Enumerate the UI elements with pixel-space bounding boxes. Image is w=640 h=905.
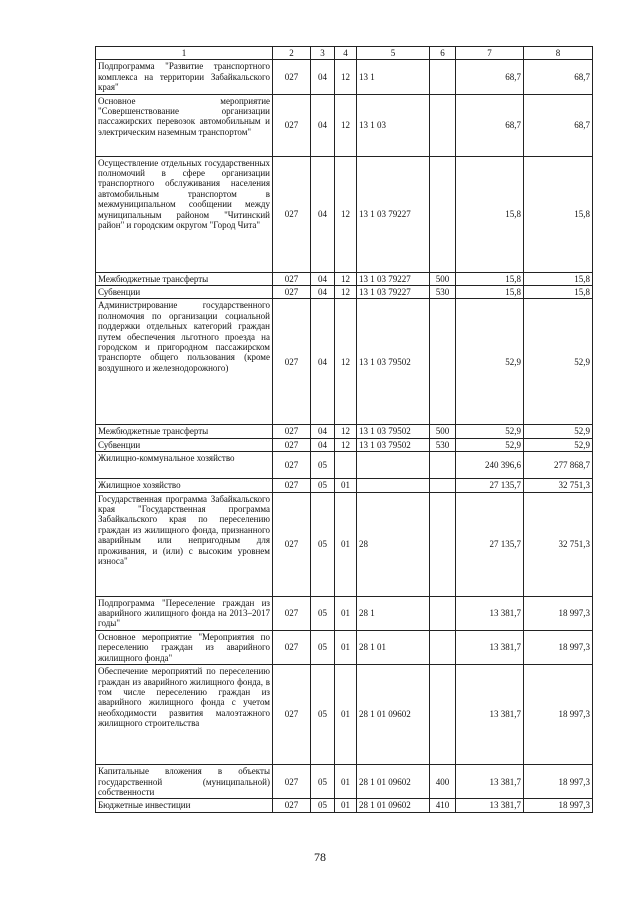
row-name: Осуществление отдельных государственных полномочий в сфере организации транспортного обслуживания населения автомобильным транспортом в межмуниципальном сообщении между муниципальным районом "Читинский район" и городским округом "Город Чита": [96, 156, 273, 272]
cell-amount-1: 68,7: [456, 60, 524, 94]
cell-target-article: 28: [357, 492, 430, 596]
table-row: [96, 286, 593, 299]
cell-target-article: 13 1 03 79227: [357, 156, 430, 272]
cell-expense-type: 530: [430, 438, 456, 451]
table-row: [96, 630, 593, 664]
row-name: Межбюджетные трансферты: [96, 425, 273, 438]
cell-amount-2: 15,8: [524, 286, 593, 299]
cell-code: 027: [273, 272, 311, 285]
cell-code: 027: [273, 60, 311, 94]
header-cell: 2: [273, 47, 311, 60]
cell-amount-2: 18 997,3: [524, 665, 593, 765]
cell-target-article: 28 1 01: [357, 630, 430, 664]
cell-code: 027: [273, 630, 311, 664]
cell-amount-1: 13 381,7: [456, 596, 524, 630]
cell-subsection: 01: [335, 765, 357, 799]
cell-amount-2: 52,9: [524, 438, 593, 451]
cell-expense-type: [430, 479, 456, 492]
cell-section: 04: [311, 94, 335, 156]
header-cell: 8: [524, 47, 593, 60]
cell-section: 05: [311, 799, 335, 812]
cell-subsection: 12: [335, 425, 357, 438]
header-cell: 3: [311, 47, 335, 60]
cell-target-article: 13 1 03 79227: [357, 272, 430, 285]
cell-amount-2: 52,9: [524, 299, 593, 425]
cell-target-article: 28 1 01 09602: [357, 799, 430, 812]
cell-expense-type: [430, 630, 456, 664]
cell-target-article: [357, 479, 430, 492]
cell-amount-2: 15,8: [524, 156, 593, 272]
cell-target-article: 13 1 03: [357, 94, 430, 156]
table-row: [96, 425, 593, 438]
cell-code: 027: [273, 425, 311, 438]
cell-section: 05: [311, 596, 335, 630]
cell-amount-2: 68,7: [524, 60, 593, 94]
cell-amount-2: 52,9: [524, 425, 593, 438]
cell-amount-2: 15,8: [524, 272, 593, 285]
row-name: Подпрограмма "Переселение граждан из аварийного жилищного фонда на 2013–2017 годы": [96, 596, 273, 630]
cell-amount-1: 13 381,7: [456, 765, 524, 799]
cell-code: 027: [273, 596, 311, 630]
cell-amount-1: 27 135,7: [456, 479, 524, 492]
table-row: [96, 492, 593, 596]
cell-expense-type: [430, 492, 456, 596]
header-cell: 7: [456, 47, 524, 60]
cell-section: 05: [311, 492, 335, 596]
cell-subsection: 12: [335, 156, 357, 272]
row-name: Основное мероприятие "Мероприятия по переселению граждан из аварийного жилищного фонда": [96, 630, 273, 664]
header-cell: 1: [96, 47, 273, 60]
table-row: [96, 665, 593, 765]
cell-target-article: [357, 452, 430, 479]
cell-code: 027: [273, 452, 311, 479]
cell-amount-1: 13 381,7: [456, 630, 524, 664]
table-row: [96, 799, 593, 812]
table-row: [96, 438, 593, 451]
cell-amount-2: 18 997,3: [524, 630, 593, 664]
cell-target-article: 13 1 03 79502: [357, 425, 430, 438]
cell-expense-type: [430, 299, 456, 425]
cell-code: 027: [273, 299, 311, 425]
header-cell: 6: [430, 47, 456, 60]
cell-section: 05: [311, 452, 335, 479]
cell-subsection: 12: [335, 272, 357, 285]
cell-section: 05: [311, 630, 335, 664]
header-row: [96, 47, 593, 60]
cell-subsection: 12: [335, 94, 357, 156]
cell-subsection: 12: [335, 299, 357, 425]
cell-amount-2: 32 751,3: [524, 479, 593, 492]
cell-amount-2: 277 868,7: [524, 452, 593, 479]
cell-target-article: 28 1 01 09602: [357, 665, 430, 765]
cell-section: 04: [311, 438, 335, 451]
cell-amount-1: 240 396,6: [456, 452, 524, 479]
cell-subsection: 01: [335, 799, 357, 812]
header-cell: 4: [335, 47, 357, 60]
cell-amount-1: 15,8: [456, 286, 524, 299]
cell-subsection: [335, 452, 357, 479]
table-row: [96, 596, 593, 630]
table-row: [96, 60, 593, 94]
cell-amount-2: 18 997,3: [524, 765, 593, 799]
cell-section: 04: [311, 60, 335, 94]
cell-expense-type: 410: [430, 799, 456, 812]
row-name: Жилищно-коммунальное хозяйство: [96, 452, 273, 479]
cell-code: 027: [273, 492, 311, 596]
cell-subsection: 12: [335, 286, 357, 299]
cell-amount-1: 52,9: [456, 425, 524, 438]
cell-section: 05: [311, 765, 335, 799]
cell-subsection: 01: [335, 596, 357, 630]
cell-section: 04: [311, 299, 335, 425]
cell-section: 04: [311, 286, 335, 299]
table-row: [96, 156, 593, 272]
cell-amount-1: 27 135,7: [456, 492, 524, 596]
cell-expense-type: 400: [430, 765, 456, 799]
cell-subsection: 01: [335, 492, 357, 596]
cell-expense-type: [430, 156, 456, 272]
cell-code: 027: [273, 479, 311, 492]
cell-section: 04: [311, 425, 335, 438]
cell-subsection: 01: [335, 479, 357, 492]
cell-amount-2: 68,7: [524, 94, 593, 156]
header-cell: 5: [357, 47, 430, 60]
cell-amount-1: 15,8: [456, 272, 524, 285]
cell-code: 027: [273, 156, 311, 272]
cell-amount-1: 68,7: [456, 94, 524, 156]
cell-target-article: 28 1: [357, 596, 430, 630]
cell-amount-1: 13 381,7: [456, 799, 524, 812]
table-row: [96, 452, 593, 479]
cell-expense-type: [430, 452, 456, 479]
cell-expense-type: [430, 94, 456, 156]
table-row: [96, 272, 593, 285]
cell-expense-type: [430, 665, 456, 765]
cell-expense-type: 500: [430, 425, 456, 438]
cell-section: 05: [311, 665, 335, 765]
cell-amount-1: 52,9: [456, 299, 524, 425]
cell-amount-2: 32 751,3: [524, 492, 593, 596]
row-name: Обеспечение мероприятий по переселению граждан из аварийного жилищного фонда, в том числе переселению граждан из аварийного жилищного фонда с учетом необходимости развития малоэтажного жилищного строительства: [96, 665, 273, 765]
row-name: Субвенции: [96, 286, 273, 299]
cell-code: 027: [273, 286, 311, 299]
cell-expense-type: [430, 596, 456, 630]
cell-section: 04: [311, 156, 335, 272]
row-name: Бюджетные инвестиции: [96, 799, 273, 812]
table-row: [96, 299, 593, 425]
table-row: [96, 765, 593, 799]
cell-target-article: 28 1 01 09602: [357, 765, 430, 799]
table-row: [96, 479, 593, 492]
row-name: Подпрограмма "Развитие транспортного комплекса на территории Забайкальского края": [96, 60, 273, 94]
cell-expense-type: 530: [430, 286, 456, 299]
row-name: Государственная программа Забайкальского края "Государственная программа Забайкальского края по переселению граждан из жилищного фонда, признанного аварийным или непригодным для проживания, и (или) с высоким уровнем износа": [96, 492, 273, 596]
row-name: Субвенции: [96, 438, 273, 451]
table-row: [96, 94, 593, 156]
cell-target-article: 13 1 03 79502: [357, 299, 430, 425]
row-name: Межбюджетные трансферты: [96, 272, 273, 285]
cell-section: 05: [311, 479, 335, 492]
cell-code: 027: [273, 94, 311, 156]
row-name: Жилищное хозяйство: [96, 479, 273, 492]
cell-amount-2: 18 997,3: [524, 596, 593, 630]
cell-code: 027: [273, 665, 311, 765]
cell-subsection: 01: [335, 665, 357, 765]
cell-expense-type: 500: [430, 272, 456, 285]
cell-expense-type: [430, 60, 456, 94]
cell-subsection: 01: [335, 630, 357, 664]
cell-amount-1: 13 381,7: [456, 665, 524, 765]
row-name: Основное мероприятие "Совершенствование организации пассажирских перевозок автомобильным и электрическим наземным транспортом": [96, 94, 273, 156]
cell-amount-1: 52,9: [456, 438, 524, 451]
page-number: 78: [314, 850, 326, 864]
cell-code: 027: [273, 438, 311, 451]
cell-target-article: 13 1: [357, 60, 430, 94]
cell-subsection: 12: [335, 60, 357, 94]
cell-code: 027: [273, 765, 311, 799]
cell-target-article: 13 1 03 79227: [357, 286, 430, 299]
cell-amount-2: 18 997,3: [524, 799, 593, 812]
cell-subsection: 12: [335, 438, 357, 451]
budget-table: [95, 46, 593, 813]
row-name: Администрирование государственного полномочия по организации социальной поддержки отдельных категорий граждан путем обеспечения льготного проезда на городском и пригородном пассажирском транспорте общего пользования (кроме воздушного и железнодорожного): [96, 299, 273, 425]
cell-section: 04: [311, 272, 335, 285]
cell-target-article: 13 1 03 79502: [357, 438, 430, 451]
cell-amount-1: 15,8: [456, 156, 524, 272]
cell-code: 027: [273, 799, 311, 812]
row-name: Капитальные вложения в объекты государственной (муниципальной) собственности: [96, 765, 273, 799]
